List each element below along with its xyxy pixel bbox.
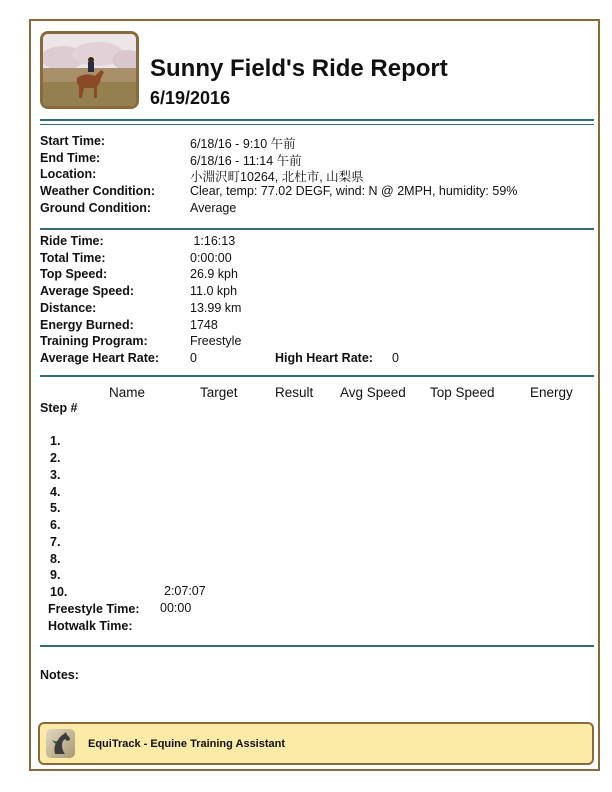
footer-text: EquiTrack - Equine Training Assistant <box>88 738 286 750</box>
info-divider <box>40 228 594 230</box>
distance-label: Distance: <box>40 301 97 315</box>
total-time-label: Total Time: <box>40 251 106 265</box>
column-avg-speed: Avg Speed <box>340 385 406 400</box>
start-time-value: 6/18/16 - 9:10 午前 <box>190 137 296 151</box>
energy-burned-label: Energy Burned: <box>40 318 134 332</box>
footer-banner <box>38 722 594 765</box>
training-program-label: Training Program: <box>40 334 148 348</box>
start-time-label: Start Time: <box>40 134 106 148</box>
column-name: Name <box>109 385 146 400</box>
step-number: 6. <box>50 518 61 532</box>
step-number-header: Step # <box>40 401 78 415</box>
top-speed-label: Top Speed: <box>40 267 108 281</box>
ride-time-value: 1:16:13 <box>190 234 236 248</box>
notes-label: Notes: <box>40 668 79 682</box>
header-divider-thin <box>40 124 594 125</box>
step-number: 3. <box>50 468 61 482</box>
average-speed-value: 11.0 kph <box>190 284 238 298</box>
end-time-label: End Time: <box>40 151 101 165</box>
step-number: 7. <box>50 535 61 549</box>
freestyle-time-value: 00:00 <box>160 601 192 615</box>
header-divider <box>40 119 594 121</box>
average-speed-label: Average Speed: <box>40 284 135 298</box>
distance-value: 13.99 km <box>190 301 242 315</box>
hotwalk-time-label: Hotwalk Time: <box>48 619 133 633</box>
average-heart-rate-value: 0 <box>190 351 197 365</box>
column-energy: Energy <box>530 385 573 400</box>
end-time-value: 6/18/16 - 11:14 午前 <box>190 154 302 168</box>
step-10-target: 2:07:07 <box>164 584 206 598</box>
ride-time-label: Ride Time: <box>40 234 104 248</box>
step-number: 10. <box>50 585 68 599</box>
location-value: 小淵沢町10264, 北杜市, 山梨県 <box>190 170 364 184</box>
column-target: Target <box>200 385 238 400</box>
ground-value: Average <box>190 201 237 215</box>
freestyle-time-label: Freestyle Time: <box>48 602 140 616</box>
high-heart-rate-value: 0 <box>392 351 399 365</box>
stats-divider <box>40 375 594 377</box>
step-number: 5. <box>50 501 61 515</box>
average-heart-rate-label: Average Heart Rate: <box>40 351 160 365</box>
high-heart-rate-label: High Heart Rate: <box>275 351 373 365</box>
ground-label: Ground Condition: <box>40 201 152 215</box>
column-top-speed: Top Speed <box>430 385 495 400</box>
horse-photo <box>40 31 139 109</box>
training-program-value: Freestyle <box>190 334 242 348</box>
column-result: Result <box>275 385 314 400</box>
energy-burned-value: 1748 <box>190 318 218 332</box>
step-number: 4. <box>50 485 61 499</box>
weather-label: Weather Condition: <box>40 184 156 198</box>
weather-value: Clear, temp: 77.02 DEGF, wind: N @ 2MPH, humidity: 59% <box>190 184 518 198</box>
report-date: 6/19/2016 <box>150 88 231 108</box>
steps-divider <box>40 645 594 647</box>
step-number: 9. <box>50 568 61 582</box>
top-speed-value: 26.9 kph <box>190 267 238 281</box>
step-number: 2. <box>50 451 61 465</box>
total-time-value: 0:00:00 <box>190 251 232 265</box>
step-number: 8. <box>50 552 61 566</box>
report-title: Sunny Field's Ride Report <box>150 55 448 82</box>
location-label: Location: <box>40 167 97 181</box>
horse-photo-image <box>43 34 136 106</box>
equitrack-logo-icon <box>46 729 75 758</box>
step-number: 1. <box>50 434 61 448</box>
